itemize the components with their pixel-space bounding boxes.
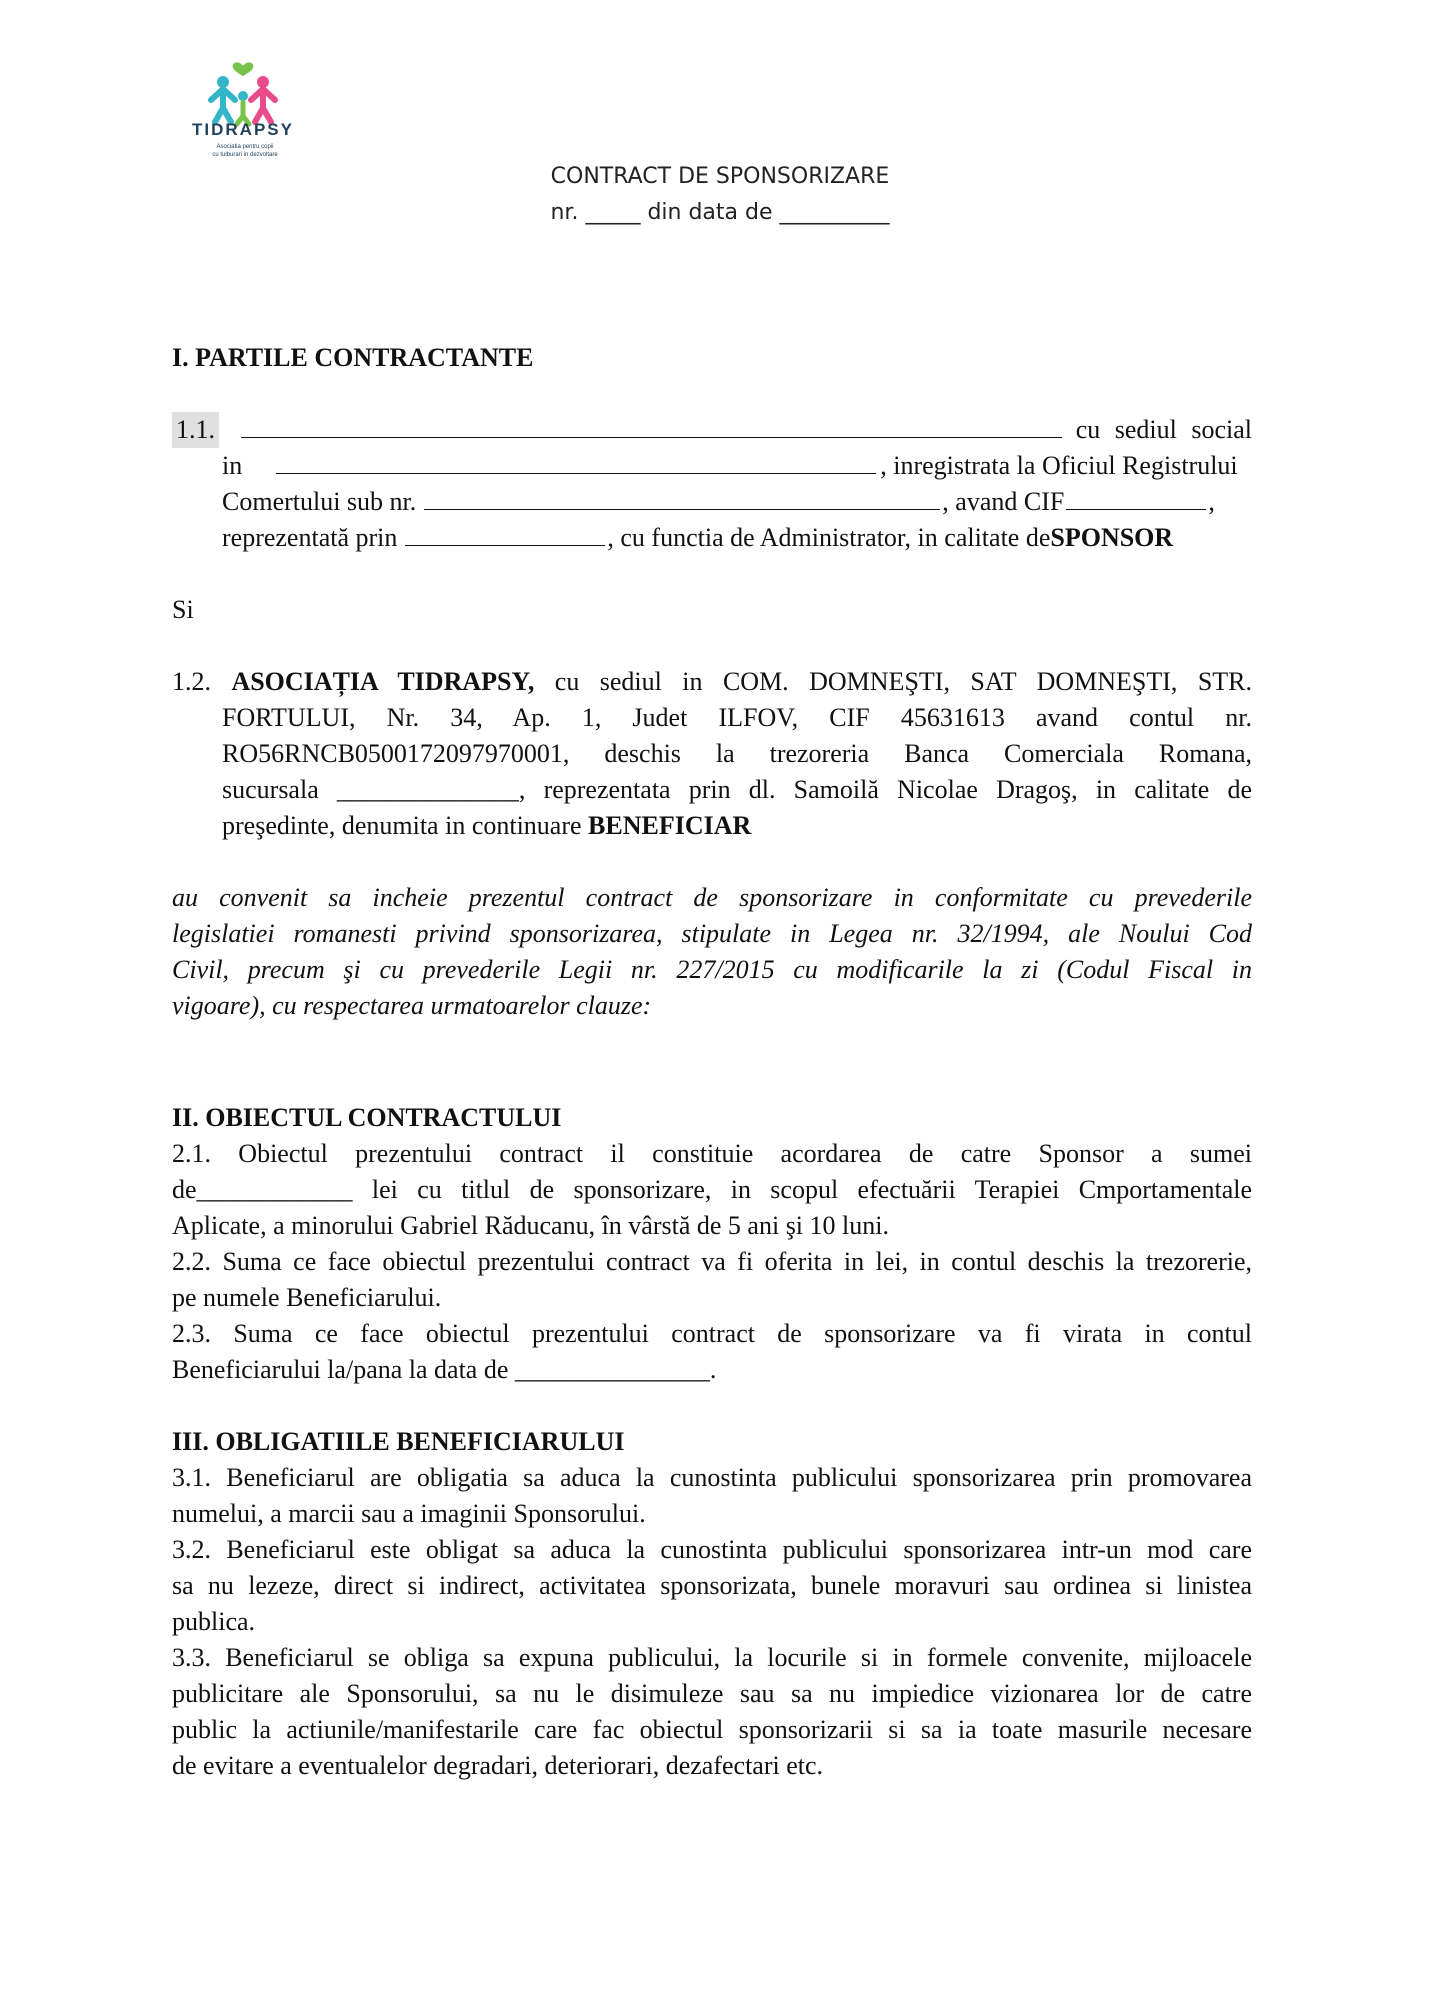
party-1-2-line [222, 808, 1252, 844]
text-segment: cu sediul in COM. DOMNEŞTI, SAT DOMNEŞTI, STR. [534, 667, 1253, 696]
date-prefix: din data de [640, 200, 780, 225]
text-segment: Comertului sub nr. [222, 487, 417, 516]
clause-line: 3.1. Beneficiarul are obligatia sa aduca la cunostinta publicului sponsorizarea prin promovarea [172, 1463, 1252, 1492]
logo-tagline-line: cu tulburari in dezvoltare [212, 152, 278, 158]
intro-line: au convenit sa incheie prezentul contract de sponsorizare in conformitate cu prevederile [172, 883, 1252, 912]
section-1-heading: I. PARTILE CONTRACTANTE [172, 343, 534, 372]
text-segment: , [1208, 487, 1215, 516]
text-segment: cu sediul social [1075, 415, 1252, 444]
logo-tagline [190, 143, 300, 159]
clause-line: de evitare a eventualelor degradari, deteriorari, dezafectari etc. [172, 1751, 824, 1780]
beneficiary-name: ASOCIAȚIA TIDRAPSY, [231, 667, 535, 696]
fill-blank [241, 415, 1062, 438]
text-segment: , cu functia de Administrator, in calitate de [607, 523, 1051, 552]
conjunction-si: Si [172, 595, 194, 624]
text-segment: preşedinte, denumita in continuare [222, 811, 589, 840]
party-1-1-line-4 [222, 520, 1252, 556]
party-1-1 [172, 412, 1252, 448]
heart-icon [233, 62, 254, 76]
fill-blank [1066, 487, 1206, 510]
section-2-heading: II. OBIECTUL CONTRACTULUI [172, 1103, 562, 1132]
text-segment: reprezentată prin [222, 523, 398, 552]
contract-title: CONTRACT DE SPONSORIZARE [550, 164, 890, 189]
clause-line: 3.2. Beneficiarul este obligat sa aduca la cunostinta publicului sponsorizarea intr-un mod care [172, 1535, 1252, 1564]
fill-blank [405, 523, 605, 546]
intro-line: legislatiei romanesti privind sponsorizarea, stipulate in Legea nr. 32/1994, ale Noului Cod [172, 919, 1252, 948]
section-3-body [172, 1460, 1252, 1784]
clause-line: sa nu lezeze, direct si indirect, activitatea sponsorizata, bunele moravuri sau ordinea si linistea [172, 1571, 1252, 1600]
party-1-2-line-1 [172, 664, 1252, 700]
clause-line: publica. [172, 1607, 256, 1636]
date-blank: __________ [779, 200, 890, 225]
intro-paragraph [172, 880, 1252, 1024]
clause-line: 2.2. Suma ce face obiectul prezentului contract va fi oferita in lei, in contul deschis la trezorerie, [172, 1247, 1252, 1276]
role-beneficiar: BENEFICIAR [588, 811, 752, 840]
clause-number: 1.2. [172, 667, 211, 696]
contract-number-line [0, 200, 1440, 225]
clause-line: numelui, a marcii sau a imaginii Sponsorului. [172, 1499, 646, 1528]
clause-number: 1.1. [172, 412, 219, 448]
clause-line: Aplicate, a minorului Gabriel Răducanu, în vârstă de 5 ani şi 10 luni. [172, 1211, 889, 1240]
nr-blank: _____ [585, 200, 641, 225]
nr-prefix: nr. [550, 200, 586, 225]
text-segment: , inregistrata la Oficiul Registrului [880, 451, 1238, 480]
party-1-2-line: sucursala ______________, reprezentata prin dl. Samoilă Nicolae Dragoş, in calitate de [222, 775, 1252, 804]
party-1-1-line-2 [222, 448, 1252, 484]
role-sponsor: SPONSOR [1050, 523, 1174, 552]
clause-line: pe numele Beneficiarului. [172, 1283, 442, 1312]
clause-line: public la actiunile/manifestarile care fac obiectul sponsorizarii si sa ia toate masurile necesare [172, 1715, 1252, 1744]
fill-blank [424, 487, 940, 510]
logo-tagline-line: Asociatia pentru copii [216, 144, 274, 150]
logo-wordmark: TIDRAPSY [192, 120, 294, 139]
text-segment: in [222, 451, 243, 480]
clause-line: de____________ lei cu titlul de sponsorizare, in scopul efectuării Terapiei Cmportamentale [172, 1175, 1252, 1204]
intro-line: Civil, precum şi cu prevederile Legii nr. 227/2015 cu modificarile la zi (Codul Fiscal in [172, 955, 1252, 984]
party-1-2 [172, 664, 1252, 700]
section-2-body [172, 1136, 1252, 1388]
party-1-1-line-3 [222, 484, 1252, 520]
section-3-heading: III. OBLIGATIILE BENEFICIARULUI [172, 1427, 625, 1456]
party-1-1-line-1 [172, 412, 1252, 448]
intro-line: vigoare), cu respectarea urmatoarelor clauze: [172, 991, 652, 1020]
clause-line: Beneficiarului la/pana la data de _______________. [172, 1355, 717, 1384]
party-1-2-line: RO56RNCB0500172097970001, deschis la trezoreria Banca Comerciala Romana, [222, 739, 1252, 768]
text-segment: , avand CIF [942, 487, 1065, 516]
clause-line: publicitare ale Sponsorului, sa nu le disimuleze sau sa nu impiedice vizionarea lor de catre [172, 1679, 1252, 1708]
party-1-2-line: FORTULUI, Nr. 34, Ap. 1, Judet ILFOV, CIF 45631613 avand contul nr. [222, 703, 1252, 732]
fill-blank [276, 451, 876, 474]
clause-line: 3.3. Beneficiarul se obliga sa expuna publicului, la locurile si in formele convenite, mijloacele [172, 1643, 1252, 1672]
clause-line: 2.3. Suma ce face obiectul prezentului contract de sponsorizare va fi virata in contul [172, 1319, 1252, 1348]
clause-line: 2.1. Obiectul prezentului contract il constituie acordarea de catre Sponsor a sumei [172, 1139, 1252, 1168]
party-1-2-body [222, 700, 1252, 844]
party-1-1-body [222, 448, 1252, 556]
